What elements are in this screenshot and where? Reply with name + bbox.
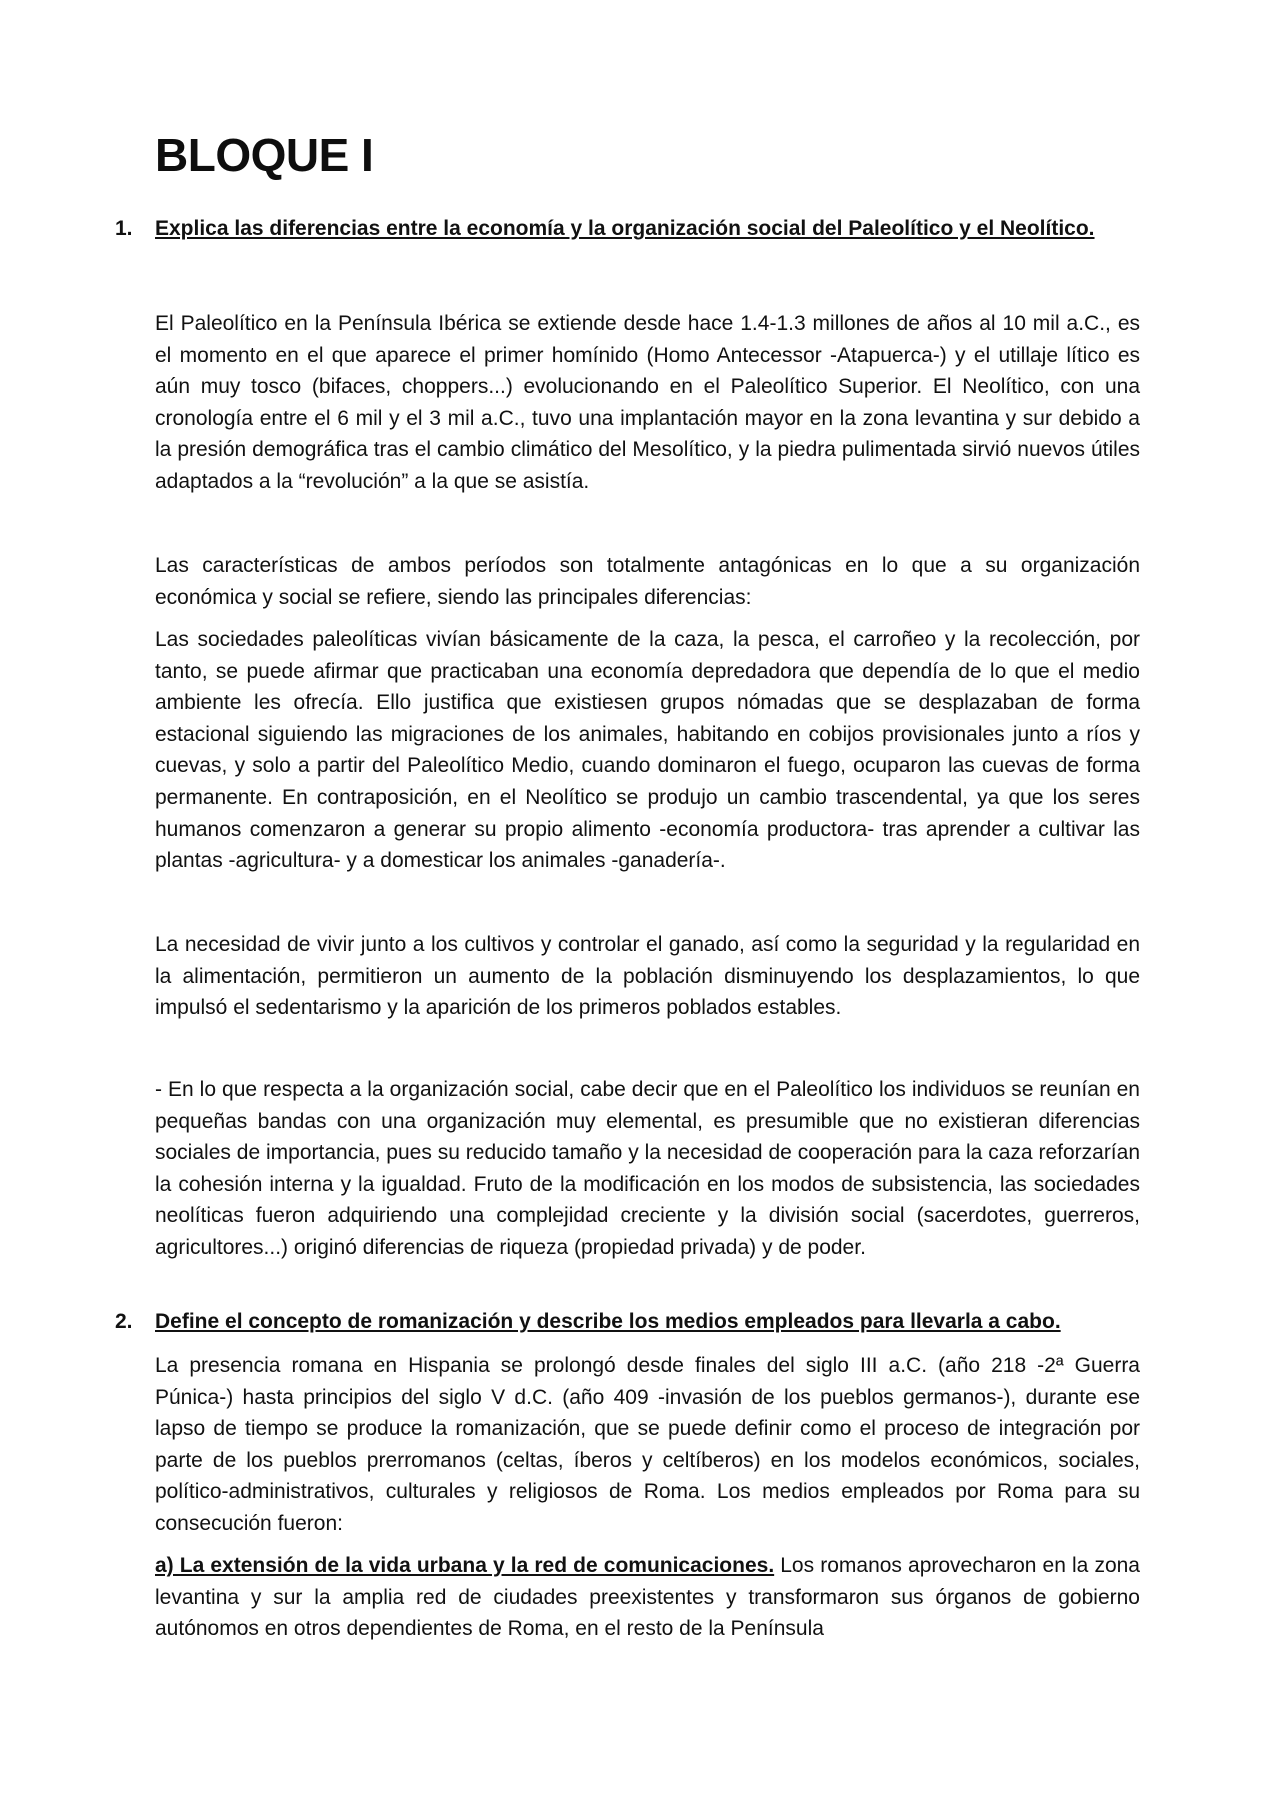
question-2-heading — [115, 1306, 1140, 1338]
q1-paragraph-2: Las características de ambos períodos son totalmente antagónicas en lo que a su organización económica y social se refiere, siendo las principales diferencias: — [155, 554, 1140, 609]
q2-subsection-a — [155, 1550, 1140, 1645]
question-text: Explica las diferencias entre la economía y la organización social del Paleolítico y el Neolítico. — [155, 217, 1095, 240]
q2-paragraph-1: La presencia romana en Hispania se prolongó desde finales del siglo III a.C. (año 218 -2ª Guerra Púnica-) hasta principios del siglo V d.C. (año 409 -invasión de los pueblos germanos-), durante ese lapso de tiempo se produce la romanización, que se puede definir como el proceso de integración por parte de los pueblos prerromanos (celtas, íberos y celtíberos) en los modelos económicos, sociales, político-administrativos, culturales y religiosos de Roma. Los medios empleados por Roma para su consecución fueron: — [155, 1354, 1140, 1535]
subsection-text: Los romanos aprovecharon en la zona levantina y sur la amplia red de ciudades preexistentes y transformaron sus órganos de gobierno autónomos en otros dependientes de Roma, en el resto de la Península — [155, 1554, 1140, 1641]
question-1-heading — [115, 213, 1140, 245]
q1-paragraph-1: El Paleolítico en la Península Ibérica se extiende desde hace 1.4-1.3 millones de años al 10 mil a.C., es el momento en el que aparece el primer homínido (Homo Antecessor -Atapuerca-) y el utillaje lítico es aún muy tosco (bifaces, choppers...) evolucionando en el Paleolítico Superior. El Neolítico, con una cronología entre el 6 mil y el 3 mil a.C., tuvo una implantación mayor en la zona levantina y sur debido a la presión demográfica tras el cambio climático del Mesolítico, y la piedra pulimentada sirvió nuevos útiles adaptados a la “revolución” a la que se asistía. — [155, 312, 1140, 493]
page-title: BLOQUE I — [155, 129, 374, 181]
subsection-heading: a) La extensión de la vida urbana y la red de comunicaciones. — [155, 1554, 775, 1577]
q1-paragraph-4: La necesidad de vivir junto a los cultivos y controlar el ganado, así como la seguridad y la regularidad en la alimentación, permitieron un aumento de la población disminuyendo los desplazamientos, lo que impulsó el sedentarismo y la aparición de los primeros poblados estables. — [155, 933, 1140, 1020]
question-text: Define el concepto de romanización y describe los medios empleados para llevarla a cabo. — [155, 1310, 1061, 1333]
q1-paragraph-5: - En lo que respecta a la organización social, cabe decir que en el Paleolítico los individuos se reunían en pequeñas bandas con una organización muy elemental, es presumible que no existieran diferencias sociales de importancia, pues su reducido tamaño y la necesidad de cooperación para la caza reforzarían la cohesión interna y la igualdad. Fruto de la modificación en los modos de subsistencia, las sociedades neolíticas fueron adquiriendo una complejidad creciente y la división social (sacerdotes, guerreros, agricultores...) originó diferencias de riqueza (propiedad privada) y de poder. — [155, 1078, 1140, 1259]
q1-paragraph-3: Las sociedades paleolíticas vivían básicamente de la caza, la pesca, el carroñeo y la recolección, por tanto, se puede afirmar que practicaban una economía depredadora que dependía de lo que el medio ambiente les ofrecía. Ello justifica que existiesen grupos nómadas que se desplazaban de forma estacional siguiendo las migraciones de los animales, habitando en cobijos provisionales junto a ríos y cuevas, y solo a partir del Paleolítico Medio, cuando dominaron el fuego, ocuparon las cuevas de forma permanente. En contraposición, en el Neolítico se produjo un cambio trascendental, ya que los seres humanos comenzaron a generar su propio alimento -economía productora- tras aprender a cultivar las plantas -agricultura- y a domesticar los animales -ganadería-. — [155, 628, 1140, 873]
question-number: 2. — [115, 1310, 133, 1333]
question-number: 1. — [115, 217, 133, 240]
